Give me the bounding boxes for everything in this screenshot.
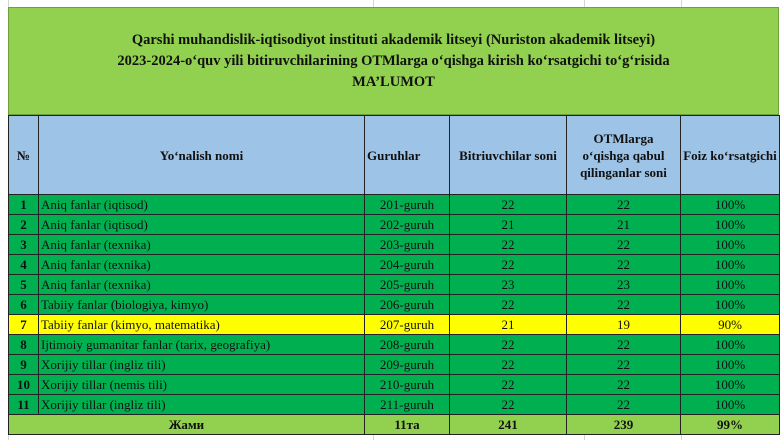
total-admitted-cell[interactable]: 239 — [567, 415, 681, 435]
cell-number[interactable]: 2 — [9, 215, 39, 235]
cell-graduates[interactable]: 22 — [450, 195, 567, 215]
cell-group[interactable]: 204-guruh — [365, 255, 450, 275]
cell-percent[interactable]: 100% — [681, 295, 780, 315]
cell-direction[interactable]: Xorijiy tillar (ingliz tili) — [39, 355, 365, 375]
cell-group[interactable]: 203-guruh — [365, 235, 450, 255]
cell-number[interactable]: 4 — [9, 255, 39, 275]
cell-percent[interactable]: 100% — [681, 355, 780, 375]
table-row — [9, 275, 780, 295]
cell-admitted[interactable]: 22 — [567, 235, 681, 255]
cell-number[interactable]: 5 — [9, 275, 39, 295]
cell-number[interactable]: 11 — [9, 395, 39, 415]
cell-direction[interactable]: Aniq fanlar (texnika) — [39, 235, 365, 255]
table-row — [9, 295, 780, 315]
cell-group[interactable]: 206-guruh — [365, 295, 450, 315]
title-banner[interactable] — [8, 7, 779, 115]
cell-graduates[interactable]: 21 — [450, 215, 567, 235]
cell-group[interactable]: 211-guruh — [365, 395, 450, 415]
cell-graduates[interactable]: 22 — [450, 295, 567, 315]
cell-graduates[interactable]: 22 — [450, 235, 567, 255]
header-cell-direction[interactable]: Yo‘nalish nomi — [39, 116, 365, 195]
cell-group[interactable]: 207-guruh — [365, 315, 450, 335]
cell-graduates[interactable]: 22 — [450, 355, 567, 375]
cell-admitted[interactable]: 23 — [567, 275, 681, 295]
cell-admitted[interactable]: 19 — [567, 315, 681, 335]
header-cell-admitted[interactable]: OTMlarga o‘qishga qabul qilinganlar soni — [567, 116, 681, 195]
header-cell-number[interactable]: № — [9, 116, 39, 195]
cell-percent[interactable]: 100% — [681, 335, 780, 355]
total-row — [9, 415, 780, 435]
title-line-subject: 2023-2024-o‘quv yili bitiruvchilarining OTMlarga o‘qishga kirish ko‘rsatgichi to‘g‘risida — [117, 52, 670, 69]
title-line-institution: Qarshi muhandislik-iqtisodiyot instituti akademik litseyi (Nuriston akademik litseyi) — [131, 31, 656, 48]
cell-percent[interactable]: 100% — [681, 235, 780, 255]
cell-number[interactable]: 9 — [9, 355, 39, 375]
cell-number[interactable]: 7 — [9, 315, 39, 335]
cell-group[interactable]: 201-guruh — [365, 195, 450, 215]
cell-admitted[interactable]: 22 — [567, 395, 681, 415]
cell-group[interactable]: 208-guruh — [365, 335, 450, 355]
cell-group[interactable]: 210-guruh — [365, 375, 450, 395]
cell-group[interactable]: 202-guruh — [365, 215, 450, 235]
header-cell-percent[interactable]: Foiz ko‘rsatgichi — [681, 116, 780, 195]
total-groups-cell[interactable]: 11та — [365, 415, 450, 435]
cell-admitted[interactable]: 22 — [567, 195, 681, 215]
header-cell-graduates[interactable]: Bitriuvchilar soni — [450, 116, 567, 195]
header-cell-groups[interactable]: Guruhlar — [365, 116, 450, 195]
cell-percent[interactable]: 100% — [681, 195, 780, 215]
cell-number[interactable]: 10 — [9, 375, 39, 395]
cell-admitted[interactable]: 22 — [567, 335, 681, 355]
table-row — [9, 195, 780, 215]
cell-graduates[interactable]: 22 — [450, 335, 567, 355]
cell-admitted[interactable]: 21 — [567, 215, 681, 235]
table-row — [9, 335, 780, 355]
table-row — [9, 215, 780, 235]
cell-number[interactable]: 8 — [9, 335, 39, 355]
cell-percent[interactable]: 90% — [681, 315, 780, 335]
cell-admitted[interactable]: 22 — [567, 255, 681, 275]
table-row — [9, 355, 780, 375]
cell-admitted[interactable]: 22 — [567, 375, 681, 395]
cell-number[interactable]: 6 — [9, 295, 39, 315]
table-row — [9, 315, 780, 335]
cell-number[interactable]: 1 — [9, 195, 39, 215]
cell-number[interactable]: 3 — [9, 235, 39, 255]
cell-admitted[interactable]: 22 — [567, 295, 681, 315]
cell-direction[interactable]: Xorijiy tillar (nemis tili) — [39, 375, 365, 395]
total-graduates-cell[interactable]: 241 — [450, 415, 567, 435]
title-line-heading: MA’LUMOT — [352, 73, 435, 90]
cell-direction[interactable]: Aniq fanlar (texnika) — [39, 275, 365, 295]
cell-group[interactable]: 209-guruh — [365, 355, 450, 375]
table-row — [9, 375, 780, 395]
cell-admitted[interactable]: 22 — [567, 355, 681, 375]
total-percent-cell[interactable]: 99% — [681, 415, 780, 435]
admission-table — [8, 115, 780, 435]
cell-percent[interactable]: 100% — [681, 275, 780, 295]
cell-group[interactable]: 205-guruh — [365, 275, 450, 295]
cell-direction[interactable]: Aniq fanlar (iqtisod) — [39, 195, 365, 215]
cell-percent[interactable]: 100% — [681, 375, 780, 395]
cell-graduates[interactable]: 21 — [450, 315, 567, 335]
table-row — [9, 235, 780, 255]
table-body — [9, 195, 780, 415]
total-label-cell[interactable]: Жами — [9, 415, 365, 435]
cell-percent[interactable]: 100% — [681, 255, 780, 275]
cell-graduates[interactable]: 23 — [450, 275, 567, 295]
cell-direction[interactable]: Aniq fanlar (texnika) — [39, 255, 365, 275]
table-row — [9, 395, 780, 415]
cell-percent[interactable]: 100% — [681, 395, 780, 415]
cell-graduates[interactable]: 22 — [450, 255, 567, 275]
cell-direction[interactable]: Xorijiy tillar (ingliz tili) — [39, 395, 365, 415]
table-row — [9, 255, 780, 275]
cell-graduates[interactable]: 22 — [450, 395, 567, 415]
cell-direction[interactable]: Ijtimoiy gumanitar fanlar (tarix, geografiya) — [39, 335, 365, 355]
cell-percent[interactable]: 100% — [681, 215, 780, 235]
cell-direction[interactable]: Aniq fanlar (iqtisod) — [39, 215, 365, 235]
cell-graduates[interactable]: 22 — [450, 375, 567, 395]
table-header-row — [9, 116, 780, 195]
cell-direction[interactable]: Tabiiy fanlar (biologiya, kimyo) — [39, 295, 365, 315]
cell-direction[interactable]: Tabiiy fanlar (kimyo, matematika) — [39, 315, 365, 335]
